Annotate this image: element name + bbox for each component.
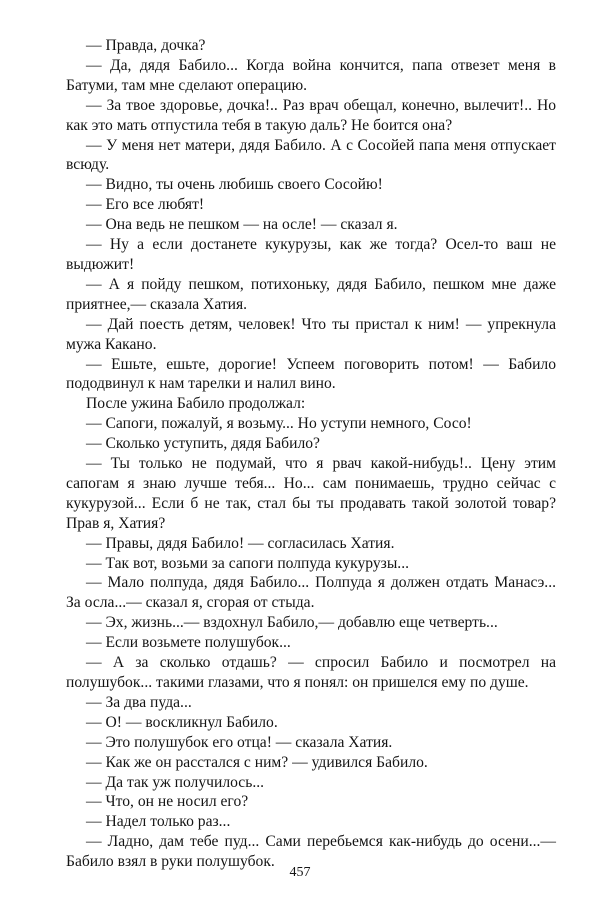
paragraph: — Что, он не носил его?: [86, 793, 249, 811]
paragraph: — Его все любят!: [86, 196, 205, 214]
paragraph: — Ну а если достанете кукурузы, как же тогда? Осел-то ваш не выдюжит!: [66, 236, 556, 273]
paragraph: — Эх, жизнь...— вздохнул Бабило,— добавлю еще четверть...: [86, 614, 498, 632]
paragraph: — За два пуда...: [86, 693, 192, 711]
paragraph: — У меня нет матери, дядя Бабило. А с Сосойей папа меня отпускает всюду.: [66, 136, 556, 174]
page-number: 457: [289, 865, 311, 880]
paragraph: — Так вот, возьми за сапоги полпуда кукурузы...: [86, 554, 409, 572]
paragraph: — Она ведь не пешком — на осле! — сказал я.: [86, 216, 398, 234]
paragraph: — Правда, дочка?: [86, 37, 206, 54]
paragraph: — Сколько уступить, дядя Бабило?: [86, 435, 320, 453]
paragraph: — За твое здоровье, дочка!.. Раз врач обещал, конечно, вылечит!.. Но как это мать отпустила тебя в такую даль? Не боится она?: [66, 96, 556, 134]
paragraph: — Сапоги, пожалуй, я возьму... Но уступи немного, Сосо!: [86, 415, 472, 433]
paragraph: — А я пойду пешком, потихоньку, дядя Бабило, пешком мне даже приятнее,— сказала Хатия.: [66, 275, 556, 313]
paragraph: — Да, дядя Бабило... Когда война кончится, папа отвезет меня в Батуми, там мне сделают операцию.: [66, 56, 556, 94]
paragraph: — Надел только раз...: [86, 813, 231, 831]
paragraph: — Ты только не подумай, что я рвач какой-нибудь!.. Цену этим сапогам я знаю лучше тебя... Но... сам понимаешь, трудно сейчас с кукурузой... Если б не так, стал бы ты продавать такой золотой товар? Прав я, Хатия?: [66, 455, 556, 532]
paragraph: — Это полушубок его отца! — сказала Хатия.: [86, 733, 393, 751]
paragraph: — Ладно, дам тебе пуд... Сами перебьемся как-нибудь до осени...— Бабило взял в руки полушубок.: [66, 833, 556, 871]
paragraph: — Да так уж получилось...: [86, 773, 265, 791]
paragraph: — Мало полпуда, дядя Бабило... Полпуда я должен отдать Манасэ... За осла...— сказал я, сгорая от стыда.: [66, 574, 556, 612]
paragraph: — О! — воскликнул Бабило.: [86, 713, 278, 731]
paragraph: — Как же он расстался с ним? — удивился Бабило.: [86, 753, 428, 771]
paragraph: — Если возьмете полушубок...: [86, 634, 291, 652]
paragraph: — А за сколько отдашь? — спросил Бабило и посмотрел на полушубок... такими глазами, что я понял: он пришелся ему по душе.: [66, 654, 556, 691]
paragraph: — Правы, дядя Бабило! — согласилась Хатия.: [86, 534, 395, 552]
paragraph: — Видно, ты очень любишь своего Сосойю!: [86, 176, 383, 194]
paragraph: После ужина Бабило продолжал:: [86, 395, 306, 413]
paragraph: — Дай поесть детям, человек! Что ты пристал к ним! — упрекнула мужа Какано.: [66, 315, 556, 353]
page-text: [66, 36, 556, 872]
paragraph: — Ешьте, ешьте, дорогие! Успеем поговорить потом! — Бабило пододвинул к нам тарелки и налил вино.: [66, 355, 556, 393]
